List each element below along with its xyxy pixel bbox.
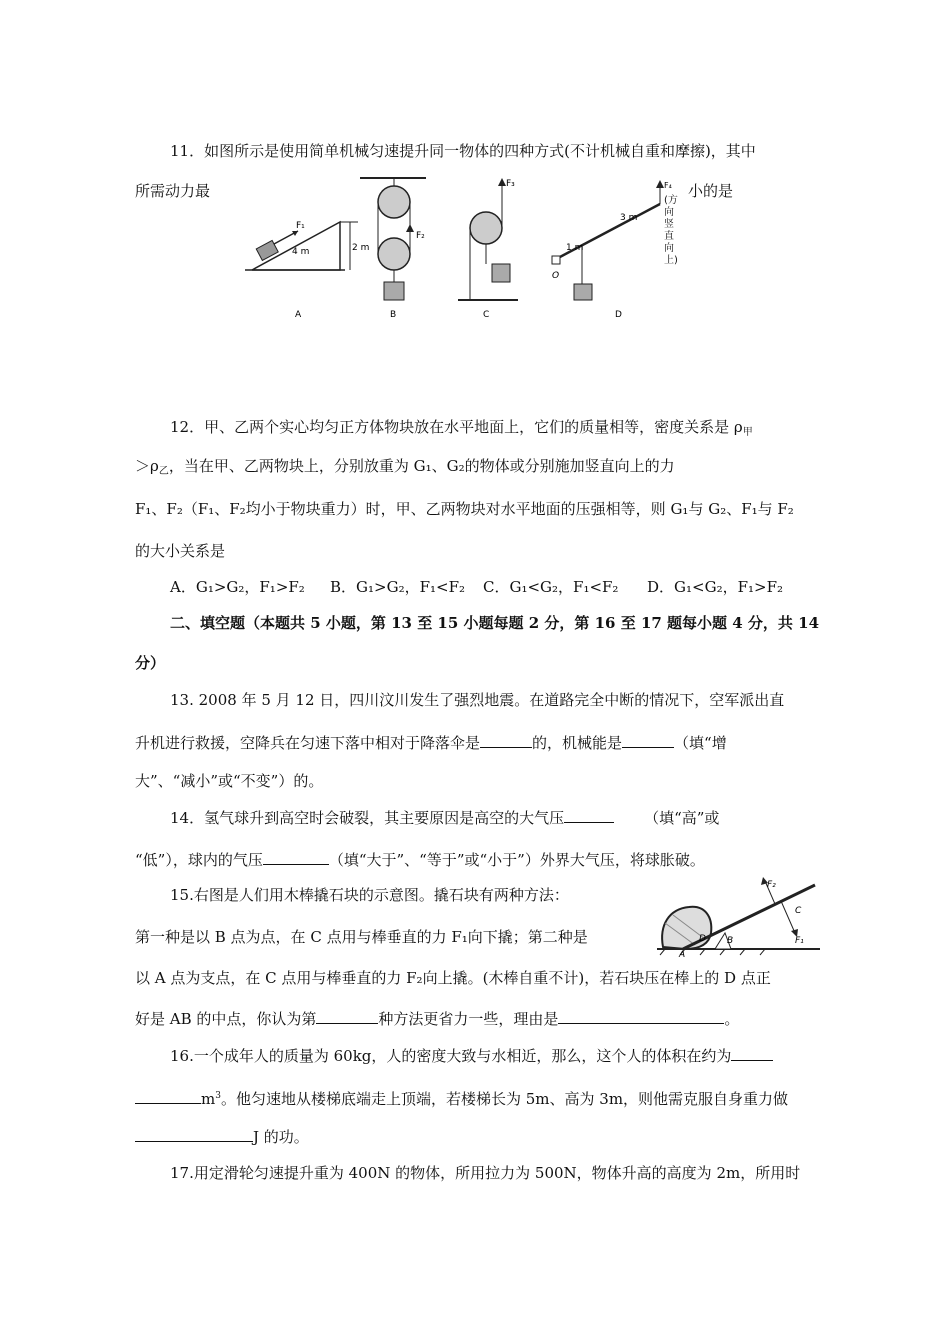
q12-option-c: C．G₁<G₂，F₁<F₂ (483, 578, 619, 596)
fig-a-height: 2 m (352, 243, 370, 253)
fig-b-caption: B (390, 310, 397, 320)
section2-heading: 二、填空题（本题共 5 小题，第 13 至 15 小题每题 2 分，第 16 至 17 题每小题 4 分，共 14 (170, 614, 820, 632)
fig-d-note: (方向竖直向上) (664, 195, 678, 266)
figure-c (458, 178, 518, 320)
q12-line1: 12．甲、乙两个实心均匀正方体物块放在水平地面上，它们的质量相等，密度关系是 $\rho_甲$ (170, 418, 753, 438)
q11-line2a: 所需动力最 (135, 182, 211, 200)
q13-blank-2 (622, 733, 674, 748)
q14-blank-1 (564, 808, 614, 823)
fig15-a: A (679, 950, 686, 960)
q16-line2: $m^3$。他匀速地从楼梯底端走上顶端，若楼梯长为 5m、高为 3m，则他需克服自身重力做 (135, 1086, 788, 1109)
q11-line1: 11．如图所示是使用简单机械匀速提升同一物体的四种方式(不计机械自重和摩擦)，其中 (170, 142, 756, 160)
q15-blank-1 (316, 1009, 378, 1024)
q12-line3: F₁、F₂（F₁、F₂均小于物块重力）时，甲、乙两物块对水平地面的压强相等，则 G₁与 G₂、F₁与 F₂ (135, 500, 794, 518)
fig-d-long: 3 m (620, 213, 638, 223)
q15-line4: 好是 AB 的中点，你认为第 种方法更省力一些，理由是 。 (135, 1010, 740, 1028)
q13-line2: 升机进行救援，空降兵在匀速下落中相对于降落伞是 的，机械能是 （填“增 (135, 734, 727, 752)
fig-c-caption: C (483, 310, 490, 320)
q15-line2: 第一种是以 B 点为点，在 C 点用与棒垂直的力 F₁向下撬；第二种是 (135, 928, 588, 946)
q16-blank-2 (135, 1127, 253, 1142)
fig-d-caption: D (615, 310, 622, 320)
q13-line3: 大”、“减小”或“不变”）的。 (135, 772, 324, 790)
fig15-d: D (699, 934, 706, 944)
fig-a-caption: A (295, 310, 302, 320)
q14-blank-2 (263, 850, 329, 865)
q16-line3: J 的功。 (135, 1127, 309, 1147)
q15-line1: 15.右图是人们用木棒撬石块的示意图。撬石块有两种方法： (170, 886, 569, 904)
fig15-f1: F₁ (795, 936, 804, 946)
q15-line3: 以 A 点为支点，在 C 点用与棒垂直的力 F₂向上撬。(木棒自重不计)，若石块压在棒上的 D 点正 (135, 969, 771, 987)
q12-option-b: B．G₁>G₂，F₁<F₂ (330, 578, 465, 596)
fig-c-force: F₃ (506, 179, 515, 189)
fig-d-force: F₄ (664, 181, 672, 190)
q11-line2b: 小的是 (688, 182, 734, 200)
q12-option-a: A．G₁>G₂，F₁>F₂ (170, 578, 305, 596)
q15-figure (655, 875, 825, 960)
fig-a-force: F₁ (296, 221, 305, 231)
q12-option-d: D．G₁<G₂，F₁>F₂ (647, 578, 783, 596)
figure-b (360, 178, 426, 320)
q16-line1: 16.一个成年人的质量为 60kg，人的密度大致与水相近，那么，这个人的体积在约为 (170, 1046, 773, 1066)
figure-a (245, 221, 369, 320)
fig15-f2: F₂ (767, 880, 776, 890)
q14-line1: 14．氢气球升到高空时会破裂，其主要原因是高空的大气压 （填“高”或 (170, 809, 720, 827)
q16-blank-1a (731, 1046, 773, 1061)
figure-d (552, 180, 672, 320)
q13-blank-1 (480, 733, 532, 748)
q11-figure (240, 172, 680, 322)
fig-d-pivot: O (552, 271, 560, 281)
fig15-c: C (795, 906, 802, 916)
q12-line2: $>\rho_乙$，当在甲、乙两物块上，分别放重为 G₁、G₂的物体或分别施加竖直向上的力 (135, 457, 675, 477)
section2-heading-cont: 分） (135, 654, 166, 672)
q15-blank-2 (558, 1009, 724, 1024)
q17-line1: 17.用定滑轮匀速提升重为 400N 的物体，所用拉力为 500N，物体升高的高度为 2m，所用时 (170, 1164, 801, 1182)
fig-d-short: 1 m (566, 243, 584, 253)
fig-a-slope: 4 m (292, 247, 310, 257)
q13-line1: 13. 2008 年 5 月 12 日，四川汶川发生了强烈地震。在道路完全中断的情况下，空军派出直 (170, 691, 785, 709)
q14-line2: “低”），球内的气压 （填“大于”、“等于”或“小于”）外界大气压，将球胀破。 (135, 851, 705, 869)
fig-b-force: F₂ (416, 231, 425, 241)
q12-line4: 的大小关系是 (135, 542, 226, 560)
fig15-b: B (727, 936, 734, 946)
q16-blank-1b (135, 1089, 201, 1104)
